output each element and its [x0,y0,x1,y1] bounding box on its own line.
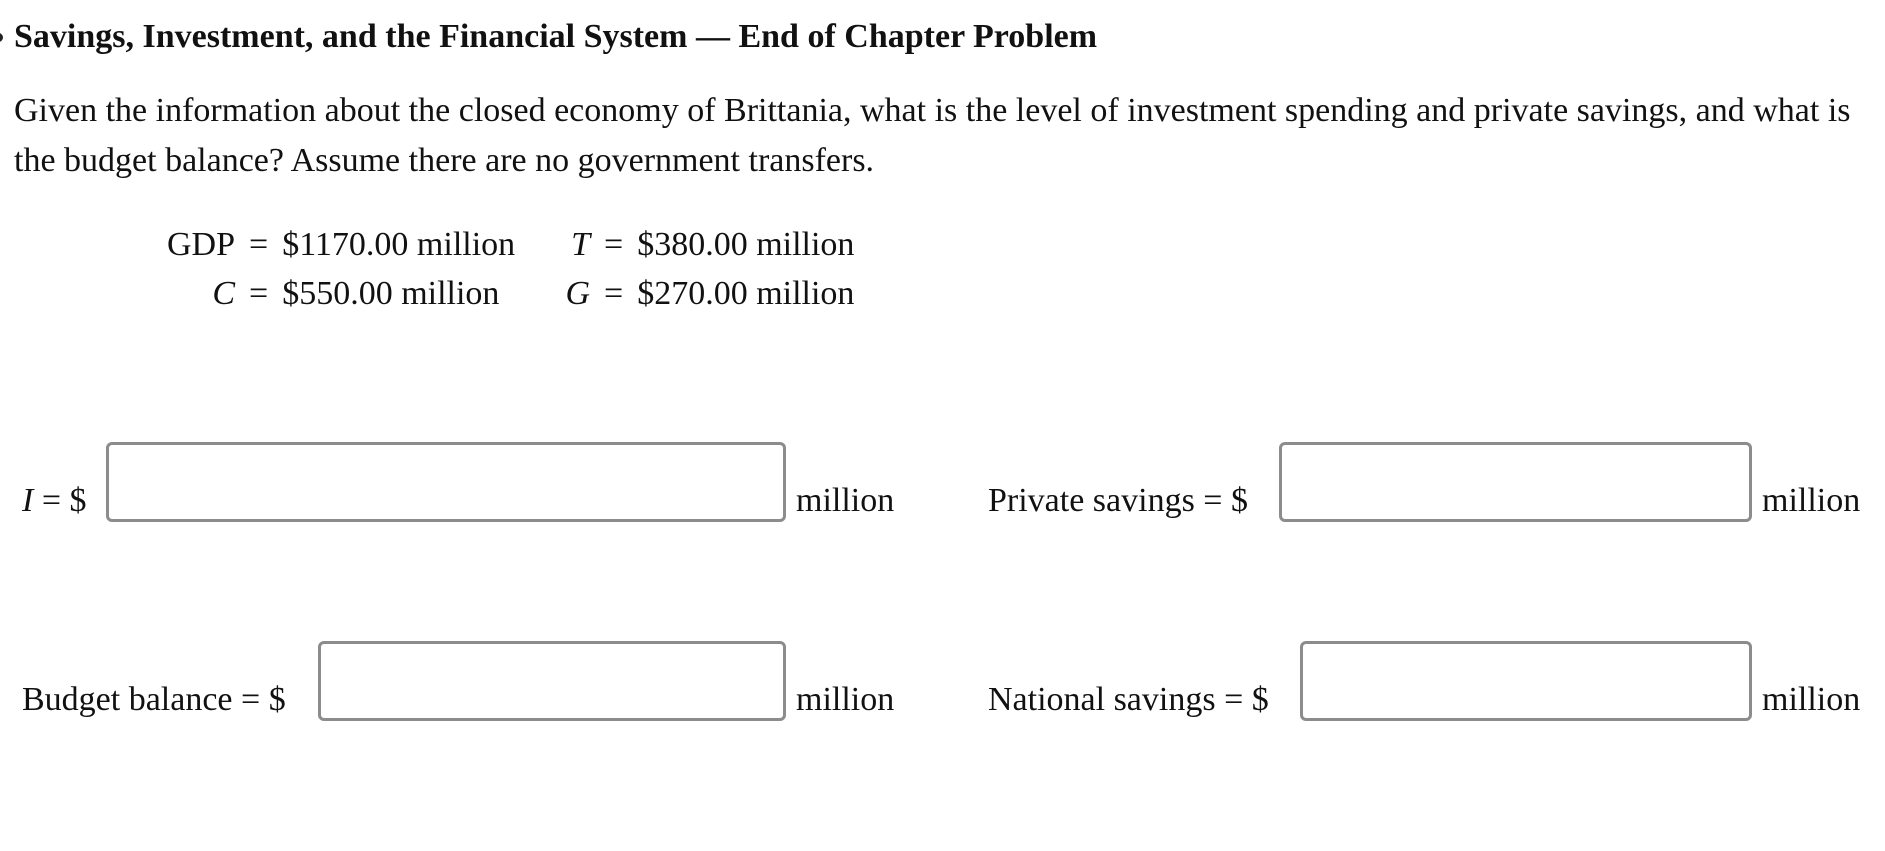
given-consumption [110,269,500,318]
budget-balance-input[interactable] [318,641,786,721]
private-savings-input[interactable] [1279,442,1752,522]
c-value: $550.00 million [282,275,500,312]
gdp-symbol: GDP [166,226,235,263]
given-taxes [560,220,900,269]
investment-input[interactable] [106,442,786,522]
national-savings-input[interactable] [1300,641,1752,721]
investment-label-rest: = $ [33,482,87,519]
national-savings-label: National savings = $ [988,681,1269,718]
investment-unit: million [796,482,895,519]
cropped-bullet-marker [0,33,3,42]
problem-title: Savings, Investment, and the Financial System — End of Chapter Problem [14,18,1098,55]
investment-label [22,482,87,520]
problem-question: Given the information about the closed economy of Brittania, what is the level of investment spending and private savings, and what is the budget balance? Assume there are no government transfers. [14,92,1851,179]
gdp-value: $1170.00 million [282,226,516,263]
g-symbol: G [565,275,590,312]
given-values-left [110,220,516,318]
given-values-right [560,220,900,318]
t-equals: = [604,226,624,263]
private-savings-label: Private savings = $ [988,482,1248,519]
gdp-equals: = [249,226,269,263]
budget-balance-unit: million [796,681,895,718]
given-government-spending [560,269,900,318]
given-gdp [110,220,516,269]
t-symbol: T [571,226,590,263]
investment-symbol: I [22,482,34,519]
g-equals: = [604,275,624,312]
private-savings-unit: million [1762,482,1861,519]
t-value: $380.00 million [637,226,855,263]
c-symbol: C [212,275,235,312]
budget-balance-label: Budget balance = $ [22,681,286,718]
c-equals: = [249,275,269,312]
national-savings-unit: million [1762,681,1861,718]
g-value: $270.00 million [637,275,855,312]
